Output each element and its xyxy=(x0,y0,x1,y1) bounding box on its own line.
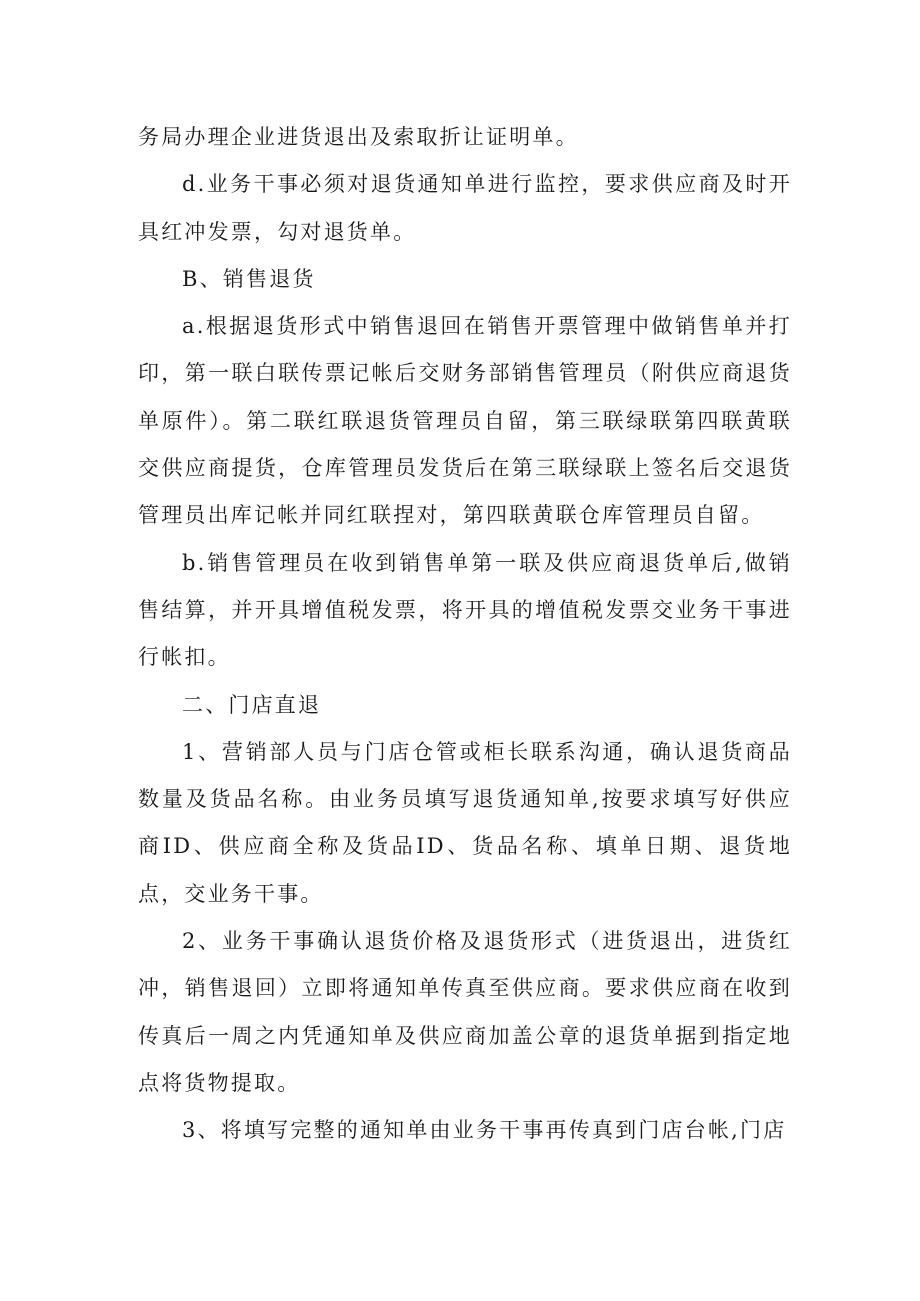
paragraph-step-2: 2、业务干事确认退货价格及退货形式（进货退出，进货红冲，销售退回）立即将通知单传真至供应商。要求供应商在收到传真后一周之内凭通知单及供应商加盖公章的退货单据到指定地点将货物提取。 xyxy=(138,929,792,1095)
paragraph-item-a: a.根据退货形式中销售退回在销售开票管理中做销售单并打印，第一联白联传票记帐后交财务部销售管理员（附供应商退货单原件）。第二联红联退货管理员自留，第三联绿联第四联黄联交供应商提货，仓库管理员发货后在第三联绿联上签名后交退货管理员出库记帐并同红联捏对，第四联黄联仓库管理员自留。 xyxy=(138,314,792,528)
paragraph-step-1: 1、营销部人员与门店仓管或柜长联系沟通，确认退货商品数量及货品名称。由业务员填写退货通知单,按要求填写好供应商ID、供应商全称及货品ID、货品名称、填单日期、退货地点，交业务干事。 xyxy=(138,739,792,906)
document-body xyxy=(138,114,792,1155)
section-heading-store-direct-return: 二、门店直退 xyxy=(182,692,322,717)
section-heading-sales-return: B、销售退货 xyxy=(182,266,316,291)
paragraph-item-d: d.业务干事必须对退货通知单进行监控，要求供应商及时开具红冲发票，勾对退货单。 xyxy=(138,172,792,244)
paragraph-item-b: b.销售管理员在收到销售单第一联及供应商退货单后,做销售结算，并开具增值税发票，将开具的增值税发票交业务干事进行帐扣。 xyxy=(138,550,792,670)
paragraph-continuation: 务局办理企业进货退出及索取折让证明单。 xyxy=(138,125,579,149)
paragraph-step-3: 3、将填写完整的通知单由业务干事再传真到门店台帐,门店 xyxy=(182,1118,787,1143)
